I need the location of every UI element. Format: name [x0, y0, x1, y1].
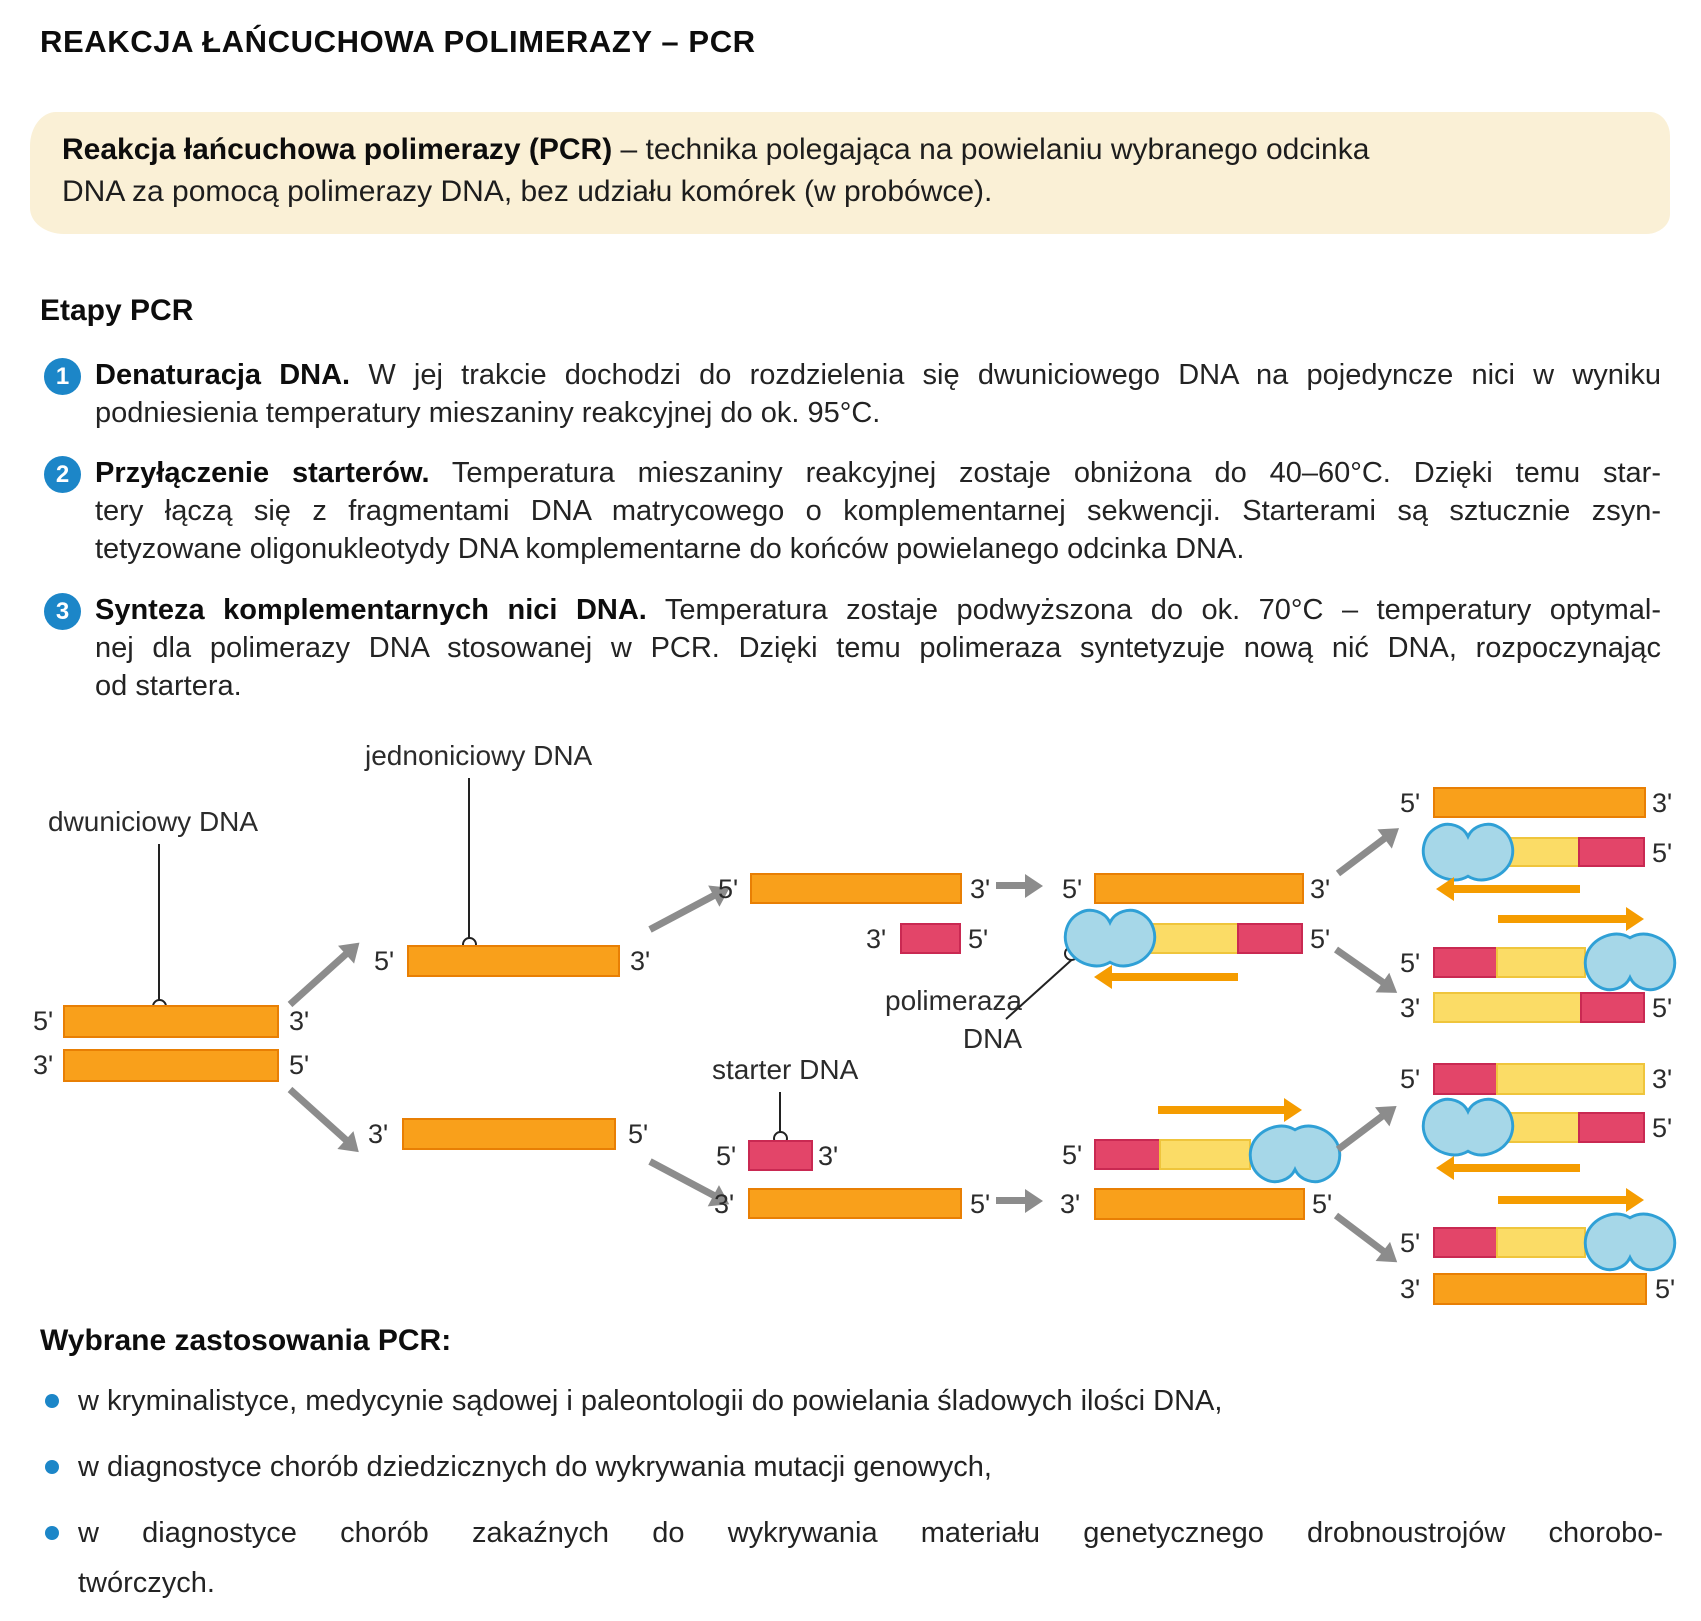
polymerase-blob [1580, 1211, 1680, 1273]
end-label-3: 3' [1652, 1064, 1673, 1094]
dna-strand-bar [63, 1049, 279, 1082]
step-1-line2: podniesienia temperatury mieszaniny reakcyjnej do ok. 95°C. [95, 397, 881, 429]
bullet-icon [45, 1394, 59, 1408]
gray-arrow [288, 1087, 349, 1143]
end-label-5: 5' [1400, 1228, 1421, 1258]
primer-bar [1433, 1063, 1498, 1095]
end-label-5: 5' [289, 1050, 310, 1080]
callout-line [779, 1092, 781, 1136]
synthesis-arrow-right [1498, 1196, 1627, 1204]
dna-strand-bar [750, 873, 962, 904]
primer-bar [1237, 923, 1303, 954]
end-label-3: 3' [289, 1006, 310, 1036]
bullet-icon [45, 1460, 59, 1474]
synthesis-arrow-left [1111, 973, 1238, 981]
bullet-icon [45, 1526, 59, 1540]
end-label-5: 5' [628, 1119, 649, 1149]
end-label-5: 5' [1310, 924, 1331, 954]
end-label-5: 5' [1652, 838, 1673, 868]
step-1-lead: Denaturacja DNA. [95, 359, 351, 391]
polymerase-blob [1418, 821, 1518, 883]
polymerase-blob [1418, 1096, 1518, 1158]
end-label-5: 5' [716, 1141, 737, 1171]
definition-line1: – technika polegająca na powielaniu wybranego odcinka [612, 133, 1370, 166]
double-stranded-dna-label: dwuniciowy DNA [48, 806, 259, 837]
dna-strand-bar [402, 1118, 616, 1150]
end-label-5: 5' [970, 1189, 991, 1219]
step-3-rest: Temperatura zostaje podwyższona do ok. 70°C – temperatury optymal- [664, 594, 1661, 626]
end-label-3: 3' [1400, 1274, 1421, 1304]
end-label-3: 3' [1400, 993, 1421, 1023]
dna-strand-bar [407, 945, 620, 977]
application-item-line2: twórczych. [78, 1567, 215, 1599]
steps-heading: Etapy PCR [40, 294, 194, 327]
polymerase-blob [1580, 931, 1680, 993]
primer-bar [900, 923, 961, 954]
primer-bar [748, 1140, 813, 1171]
new-strand-bar [1496, 947, 1586, 978]
end-label-5: 5' [1312, 1189, 1333, 1219]
step-2-rest: Temperatura mieszaniny reakcyjnej zostaje obniżona do 40–60°C. Dzięki temu star- [451, 457, 1661, 489]
primer-bar [1433, 947, 1498, 978]
end-label-3: 3' [368, 1119, 389, 1149]
gray-arrow [1334, 1213, 1386, 1255]
gray-arrow [996, 882, 1026, 889]
primer-bar [1094, 1139, 1161, 1170]
dna-strand-bar [1094, 873, 1304, 904]
end-label-3: 3' [1652, 788, 1673, 818]
step-3-lead: Synteza komplementarnych nici DNA. [95, 594, 647, 626]
gray-arrow [1334, 947, 1386, 986]
end-label-5: 5' [718, 874, 739, 904]
primer-bar [1578, 837, 1645, 867]
end-label-3: 3' [866, 924, 887, 954]
step-2-line2: tery łączą się z fragmentami DNA matrycowego o komplementarnej sekwencji. Starterami są sztucznie zsyn- [95, 495, 1661, 527]
step-2-line3: tetyzowane oligonukleotydy DNA komplementarne do końców powielanego odcinka DNA. [95, 533, 1245, 565]
page-title: REAKCJA ŁAŃCUCHOWA POLIMERAZY – PCR [40, 24, 756, 59]
end-label-3: 3' [818, 1141, 839, 1171]
dna-strand-bar [1094, 1188, 1305, 1220]
gray-arrow [996, 1197, 1026, 1204]
gray-arrow [1336, 835, 1387, 876]
new-strand-bar [1496, 1063, 1645, 1095]
end-label-5: 5' [968, 924, 989, 954]
application-item [78, 1514, 1663, 1602]
primer-bar [1578, 1112, 1645, 1143]
end-label-5: 5' [1400, 788, 1421, 818]
end-label-5: 5' [33, 1006, 54, 1036]
step-2-badge: 2 [44, 456, 81, 493]
callout-line [158, 844, 160, 1002]
dna-strand-bar [1433, 1273, 1647, 1305]
dna-strand-bar [748, 1188, 962, 1219]
end-label-5: 5' [1652, 1113, 1673, 1143]
end-label-3: 3' [1310, 874, 1331, 904]
polymerase-label-line1: polimeraza [885, 985, 1022, 1016]
end-label-3: 3' [970, 874, 991, 904]
callout-line [468, 778, 470, 942]
application-item: w kryminalistyce, medycynie sądowej i paleontologii do powielania śladowych ilości DNA, [78, 1385, 1223, 1417]
end-label-5: 5' [1652, 993, 1673, 1023]
synthesis-arrow-right [1158, 1106, 1285, 1114]
primer-label: starter DNA [712, 1054, 859, 1085]
step-2-lead: Przyłączenie starterów. [95, 457, 430, 489]
new-strand-bar [1150, 923, 1239, 954]
primer-bar [1433, 1227, 1498, 1258]
dna-strand-bar [1433, 787, 1646, 818]
polymerase-blob [1245, 1123, 1345, 1185]
end-label-5: 5' [1062, 1140, 1083, 1170]
dna-strand-bar [63, 1005, 279, 1038]
definition-line2: DNA za pomocą polimerazy DNA, bez udziału komórek (w probówce). [62, 175, 993, 208]
polymerase-label-line2: DNA [962, 1023, 1022, 1054]
applications-heading: Wybrane zastosowania PCR: [40, 1324, 452, 1357]
gray-arrow [288, 951, 349, 1007]
primer-bar [1580, 992, 1645, 1023]
synthesis-arrow-left [1453, 1164, 1580, 1172]
step-3-line2: nej dla polimerazy DNA stosowanej w PCR. Dzięki temu polimeraza syntetyzuje nową nić DNA, rozpoczynając [95, 632, 1661, 664]
gray-arrow [648, 1158, 716, 1198]
end-label-5: 5' [1062, 874, 1083, 904]
polymerase-blob [1060, 907, 1160, 969]
end-label-5: 5' [1655, 1274, 1676, 1304]
end-label-5: 5' [374, 946, 395, 976]
application-item: w diagnostyce chorób dziedzicznych do wykrywania mutacji genowych, [78, 1451, 992, 1483]
step-3-line3: od startera. [95, 670, 242, 702]
application-item-line1: w diagnostyce chorób zakaźnych do wykrywania materiału genetycznego drobnoustrojów chorobo- [78, 1517, 1663, 1549]
end-label-5: 5' [1400, 948, 1421, 978]
single-stranded-dna-label: jednoniciowy DNA [365, 740, 593, 771]
step-1-badge: 1 [44, 358, 81, 395]
end-label-3: 3' [33, 1050, 54, 1080]
end-label-3: 3' [1060, 1189, 1081, 1219]
step-3-badge: 3 [44, 593, 81, 630]
new-strand-bar [1159, 1139, 1251, 1170]
end-label-3: 3' [714, 1189, 735, 1219]
polymerase-label [830, 982, 1022, 1058]
gray-arrow [648, 892, 716, 932]
new-strand-bar [1496, 1227, 1586, 1258]
new-strand-bar [1433, 992, 1582, 1023]
synthesis-arrow-right [1498, 915, 1627, 923]
synthesis-arrow-left [1453, 885, 1580, 893]
step-1-rest: W jej trakcie dochodzi do rozdzielenia się dwuniciowego DNA na pojedyncze nici w wyniku [368, 359, 1661, 391]
end-label-5: 5' [1400, 1064, 1421, 1094]
end-label-3: 3' [630, 946, 651, 976]
definition-term: Reakcja łańcuchowa polimerazy (PCR) [62, 133, 613, 166]
